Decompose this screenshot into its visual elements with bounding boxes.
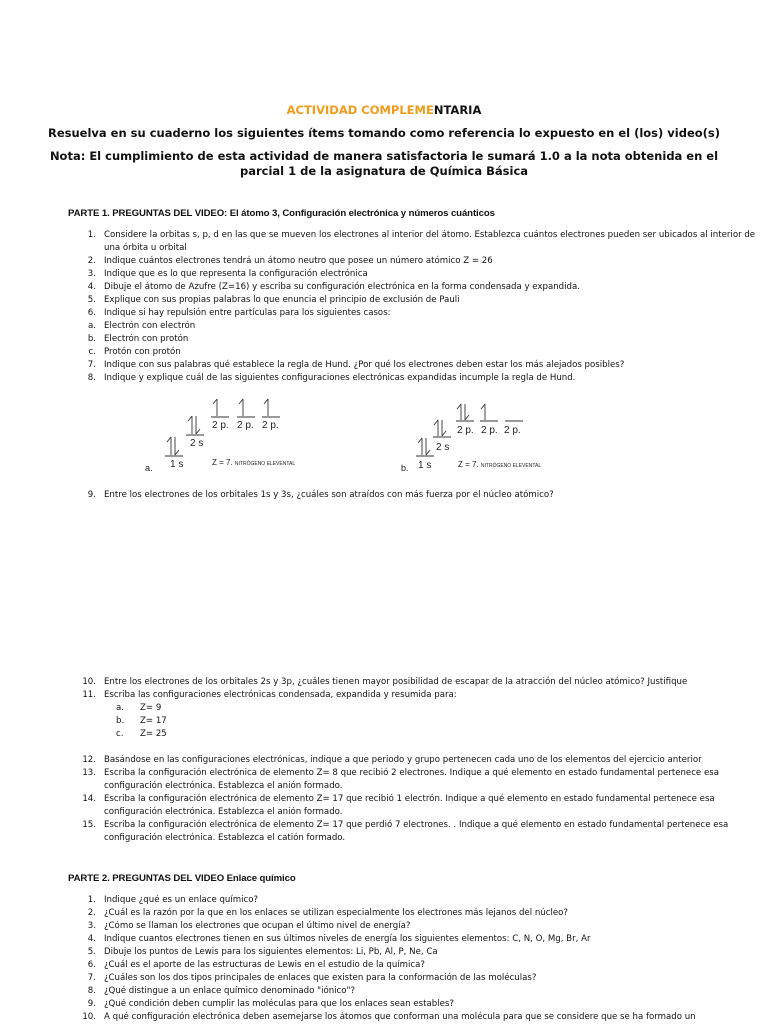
item-text: Indique con sus palabras qué establece la regla de Hund. ¿Por qué los electrones deben estar los más alejados posibles? — [104, 360, 625, 370]
list-item — [68, 767, 764, 793]
list-item — [68, 268, 764, 281]
item-number: 1. — [87, 895, 96, 905]
item-number: 4. — [87, 282, 96, 292]
item-number: 5. — [87, 947, 96, 957]
item-text: ¿Qué condición deben cumplir las moléculas para que los enlaces sean estables? — [104, 999, 454, 1009]
item-number: a. — [88, 321, 96, 331]
item-text: Considere la orbitas s, p, d en las que se mueven los electrones al interior del átomo. Establezca cuántos electrones pueden ser ubicados al interior de una órbita u orbital — [104, 230, 756, 253]
item-text: Dibuje el átomo de Azufre (Z=16) y escriba su configuración electrónica en la forma condensada y expandida. — [104, 282, 580, 292]
list-item — [68, 359, 764, 372]
item-number: 7. — [87, 973, 96, 983]
item-text: Escriba la configuración electrónica de elemento Z= 8 que recibió 2 electrones. Indique a qué elemento en estado fundamental pertenece esa configuración electrónica. Establezca el anión formado. — [104, 768, 719, 791]
orbital-diagram-a — [140, 395, 340, 475]
list-item — [68, 907, 764, 920]
item-number: 8. — [87, 986, 96, 996]
title-dark-part: NTARIA — [433, 103, 482, 117]
list-item — [68, 933, 764, 946]
list-item — [68, 255, 764, 268]
sub-item-letter: a. — [116, 703, 124, 713]
orbital-diagram-b — [398, 400, 598, 475]
part1-question-list-c — [68, 754, 764, 845]
list-item — [68, 959, 764, 972]
list-item — [68, 920, 764, 933]
sub-item-text: Z= 25 — [140, 729, 167, 739]
sub-item-letter: b. — [116, 716, 125, 726]
item-number: c. — [88, 347, 96, 357]
diagram-a-2p-label-1: 2 p. — [212, 420, 229, 431]
item-text: Indique que es lo que representa la configuración electrónica — [104, 269, 368, 279]
sub-item-text: Z= 9 — [140, 703, 162, 713]
title-orange-part: ACTIVIDAD COMPLEME — [286, 103, 434, 117]
diagram-b-element-note: NITRÓGENO ELEVENTAL — [480, 463, 542, 469]
item-text: Indique cuántos electrones tendrá un átomo neutro que posee un número atómico Z = 26 — [104, 256, 493, 266]
diagram-a-1s-label: 1 s — [170, 459, 184, 470]
item-number: 9. — [87, 999, 96, 1009]
part1-title: PARTE 1. PREGUNTAS DEL VIDEO: El átomo 3, Configuración electrónica y números cuánticos — [68, 208, 495, 219]
item-number: 4. — [87, 934, 96, 944]
diagram-a-z-note — [212, 458, 295, 467]
note-line: Nota: El cumplimiento de esta actividad de manera satisfactoria le sumará 1.0 a la nota obtenida en el parcial 1 de la asignatura de Química Básica — [49, 149, 719, 178]
part2-title: PARTE 2. PREGUNTAS DEL VIDEO Enlace químico — [68, 873, 296, 884]
item-text: ¿Qué distingue a un enlace químico denominado "iónico"? — [104, 986, 356, 996]
item-number: 8. — [87, 373, 96, 383]
item-text: Indique si hay repulsión entre partículas para los siguientes casos: — [104, 308, 391, 318]
item-text: Escriba la configuración electrónica de elemento Z= 17 que recibió 1 electrón. Indique a qué elemento en estado fundamental pertenece esa configuración electrónica. Establezca el anión formado. — [104, 794, 715, 817]
part2-question-list — [68, 894, 764, 1024]
list-item — [68, 1011, 764, 1024]
sub-item — [116, 715, 167, 728]
item-number: 11. — [82, 690, 96, 700]
diagram-b-z-note — [458, 460, 541, 469]
part1-question-list-b — [68, 676, 764, 702]
sub-item — [116, 728, 167, 741]
instructions-line: Resuelva en su cuaderno los siguientes ítems tomando como referencia lo expuesto en el (los) video(s) — [47, 126, 721, 140]
list-item — [68, 346, 764, 359]
list-item — [68, 372, 764, 385]
list-item — [68, 320, 764, 333]
sub-item-text: Z= 17 — [140, 716, 167, 726]
item-number: 14. — [82, 794, 96, 804]
part1-question-9 — [68, 489, 764, 502]
list-item — [68, 754, 764, 767]
list-item — [68, 294, 764, 307]
diagram-b-2p-label-1: 2 p. — [457, 425, 474, 436]
item-text: Basándose en las configuraciones electrónicas, indique a que periodo y grupo pertenecen cada uno de los elementos del ejercicio anterior — [104, 755, 702, 765]
diagram-a-2s-label: 2 s — [190, 438, 204, 449]
item-text: ¿Cuáles son los dos tipos principales de enlaces que existen para la conformación de las moléculas? — [104, 973, 537, 983]
list-item — [68, 307, 764, 320]
item-number: 1. — [87, 230, 96, 240]
diagram-a-element-note: NITRÓGENO ELEVENTAL — [234, 461, 296, 467]
item-text: Indique cuantos electrones tienen en sus últimos niveles de energía los siguientes elementos: C, N, O, Mg, Br, Ar — [104, 934, 591, 944]
sub-item — [116, 702, 167, 715]
item-text: A qué configuración electrónica deben asemejarse los átomos que conforman una molécula para que se considere que se ha formado un — [104, 1012, 696, 1022]
item-text: ¿Cómo se llaman los electrones que ocupan el último nivel de energía? — [104, 921, 411, 931]
item-number: 6. — [87, 308, 96, 318]
diagram-a-2p-label-2: 2 p. — [237, 420, 254, 431]
item-number: 3. — [87, 921, 96, 931]
question-11-sublist — [116, 702, 167, 741]
diagram-a-z-value: Z = 7. — [212, 458, 233, 467]
item-text: Dibuje los puntos de Lewis para los siguientes elementos: Li, Pb, Al, P, Ne, Ca — [104, 947, 438, 957]
item-text: Electrón con electrón — [104, 321, 196, 331]
item-number: 5. — [87, 295, 96, 305]
item-number: 10. — [82, 677, 96, 687]
item-number: 10. — [82, 1012, 96, 1022]
diagram-a-2p-label-3: 2 p. — [262, 420, 279, 431]
sub-item-letter: c. — [116, 729, 124, 739]
list-item — [68, 946, 764, 959]
list-item — [68, 793, 764, 819]
item-number: 3. — [87, 269, 96, 279]
list-item — [68, 281, 764, 294]
list-item — [68, 689, 764, 702]
item-number: 9. — [87, 490, 96, 500]
item-text: Entre los electrones de los orbitales 2s y 3p, ¿cuáles tienen mayor posibilidad de escapar de la atracción del núcleo atómico? Justifique — [104, 677, 688, 687]
item-text: Electrón con protón — [104, 334, 189, 344]
item-text: ¿Cuál es el aporte de las estructuras de Lewis en el estudio de la química? — [104, 960, 425, 970]
diagram-b-z-value: Z = 7. — [458, 460, 479, 469]
item-number: 12. — [82, 755, 96, 765]
item-number: 15. — [82, 820, 96, 830]
list-item — [68, 985, 764, 998]
diagram-b-2p-label-3: 2 p. — [504, 425, 521, 436]
item-number: 2. — [87, 908, 96, 918]
part1-question-list — [68, 229, 764, 385]
list-item — [68, 972, 764, 985]
list-item — [68, 489, 764, 502]
list-item — [68, 676, 764, 689]
diagram-b-1s-label: 1 s — [418, 460, 432, 471]
diagram-b-letter: b. — [401, 463, 409, 473]
diagram-a-letter: a. — [145, 463, 153, 473]
item-number: 6. — [87, 960, 96, 970]
list-item — [68, 229, 764, 255]
item-text: Entre los electrones de los orbitales 1s y 3s, ¿cuáles son atraídos con más fuerza por el núcleo atómico? — [104, 490, 554, 500]
item-number: 2. — [87, 256, 96, 266]
item-text: Escriba la configuración electrónica de elemento Z= 17 que perdió 7 electrones. . Indique a qué elemento en estado fundamental pertenece esa configuración electrónica. Establezca el catión formado. — [104, 820, 729, 843]
activity-title — [40, 103, 728, 117]
list-item — [68, 819, 764, 845]
diagram-b-2p-label-2: 2 p. — [481, 425, 498, 436]
item-text: Indique y explique cuál de las siguientes configuraciones electrónicas expandidas incumple la regla de Hund. — [104, 373, 576, 383]
list-item — [68, 998, 764, 1011]
item-text: Explique con sus propias palabras lo que enuncia el principio de exclusión de Pauli — [104, 295, 460, 305]
item-text: Indique ¿qué es un enlace químico? — [104, 895, 259, 905]
list-item — [68, 894, 764, 907]
item-text: Escriba las configuraciones electrónicas condensada, expandida y resumida para: — [104, 690, 457, 700]
item-text: ¿Cuál es la razón por la que en los enlaces se utilizan especialmente los electrones más lejanos del núcleo? — [104, 908, 568, 918]
item-number: 7. — [87, 360, 96, 370]
item-number: b. — [87, 334, 96, 344]
item-text: Protón con protón — [104, 347, 181, 357]
list-item — [68, 333, 764, 346]
diagram-b-2s-label: 2 s — [436, 442, 450, 453]
item-number: 13. — [82, 768, 96, 778]
